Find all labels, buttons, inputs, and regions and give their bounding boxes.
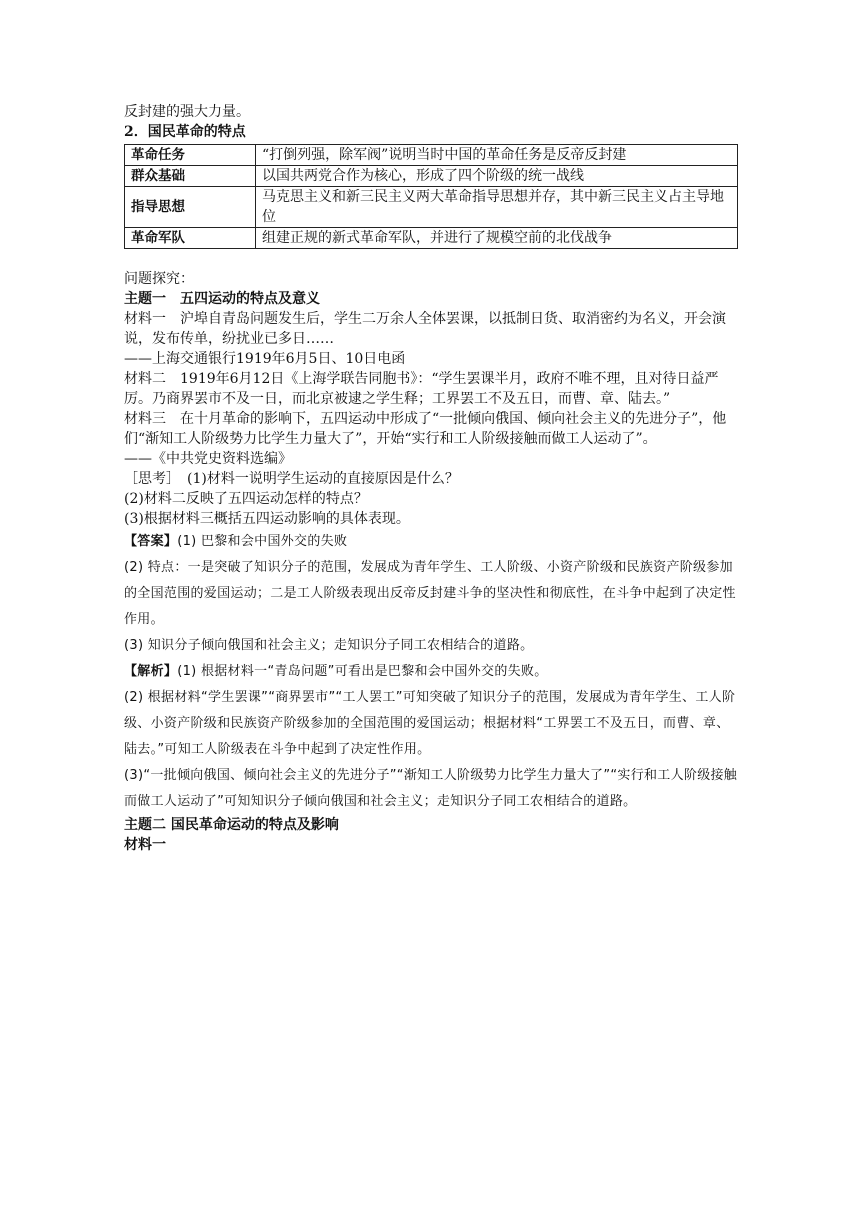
- answer-block: [124, 529, 740, 815]
- table-row: [125, 187, 738, 228]
- answer-label: 【答案】: [124, 534, 178, 549]
- intro-line: 反封建的强大力量。: [124, 104, 250, 120]
- inquiry-label: 问题探究：: [124, 271, 194, 287]
- feature-key: 指导思想: [125, 187, 256, 228]
- analysis-1: (1) 根据材料一“青岛问题”可看出是巴黎和会中国外交的失败。: [177, 664, 548, 679]
- topic2-material1-label: 材料一: [124, 837, 166, 853]
- feature-value: 马克思主义和新三民主义两大革命指导思想并存，其中新三民主义占主导地位: [256, 187, 738, 228]
- document-page: [124, 102, 740, 855]
- think-question-1: ［思考］ (1)材料一说明学生运动的直接原因是什么？: [124, 471, 459, 487]
- answer-2: (2) 特点：一是突破了知识分子的范围，发展成为青年学生、工人阶级、小资产阶级和民族资产阶级参加的全国范围的爱国运动；二是工人阶级表现出反帝反封建斗争的坚决性和彻底性，在斗争中起到了决定性作用。: [124, 560, 736, 627]
- analysis-3: (3)“一批倾向俄国、倾向社会主义的先进分子”“渐知工人阶级势力比学生力量大了”“实行和工人阶级接触而做工人运动了”可知知识分子倾向俄国和社会主义；走知识分子同工农相结合的道路。: [124, 768, 738, 809]
- topic2-title: 主题二 国民革命运动的特点及影响: [124, 817, 339, 833]
- material1-text: 材料一 沪埠自青岛问题发生后，学生二万余人全体罢课，以抵制日货、取消密约为名义，开会演说，发布传单，纷扰业已多日……: [124, 311, 726, 347]
- feature-key: 革命军队: [125, 228, 256, 249]
- analysis-2: (2) 根据材料“学生罢课”“商界罢市”“工人罢工”可知突破了知识分子的范围，发展成为青年学生、工人阶级、小资产阶级和民族资产阶级参加的全国范围的爱国运动；根据材料“工界罢工不及五日，而曹、章、陆去。”可知工人阶级表在斗争中起到了决定性作用。: [124, 690, 736, 757]
- section2-title: 2．国民革命的特点: [124, 124, 246, 140]
- feature-value: “打倒列强，除军阀”说明当时中国的革命任务是反帝反封建: [256, 145, 738, 166]
- feature-value: 组建正规的新式革命军队，并进行了规模空前的北伐战争: [256, 228, 738, 249]
- feature-value: 以国共两党合作为核心，形成了四个阶级的统一战线: [256, 166, 738, 187]
- topic1-title: 主题一 五四运动的特点及意义: [124, 291, 320, 307]
- material2-text: 材料二 1919年6月12日《上海学联告同胞书》：“学生罢课半月，政府不唯不理，且对待日益严厉。乃商界罢市不及一日，而北京被逮之学生释；工界罢工不及五日，而曹、章、陆去。”: [124, 371, 719, 407]
- material3-source: ——《中共党史资料选编》: [124, 451, 292, 467]
- answer-1: (1) 巴黎和会中国外交的失败: [177, 534, 348, 549]
- feature-key: 群众基础: [125, 166, 256, 187]
- material3-text: 材料三 在十月革命的影响下，五四运动中形成了“一批倾向俄国、倾向社会主义的先进分子”，他们“渐知工人阶级势力比学生力量大了”，开始“实行和工人阶级接触而做工人运动了”。: [124, 411, 727, 447]
- analysis-label: 【解析】: [124, 664, 178, 679]
- table-row: [125, 145, 738, 166]
- think-question-2: (2)材料二反映了五四运动怎样的特点？: [124, 491, 368, 507]
- feature-key: 革命任务: [125, 145, 256, 166]
- features-table: [124, 144, 738, 249]
- answer-3: (3) 知识分子倾向俄国和社会主义；走知识分子同工农相结合的道路。: [124, 638, 534, 653]
- material1-source: ——上海交通银行1919年6月5日、10日电函: [124, 351, 406, 367]
- table-row: [125, 228, 738, 249]
- think-question-3: (3)根据材料三概括五四运动影响的具体表现。: [124, 511, 410, 527]
- table-row: [125, 166, 738, 187]
